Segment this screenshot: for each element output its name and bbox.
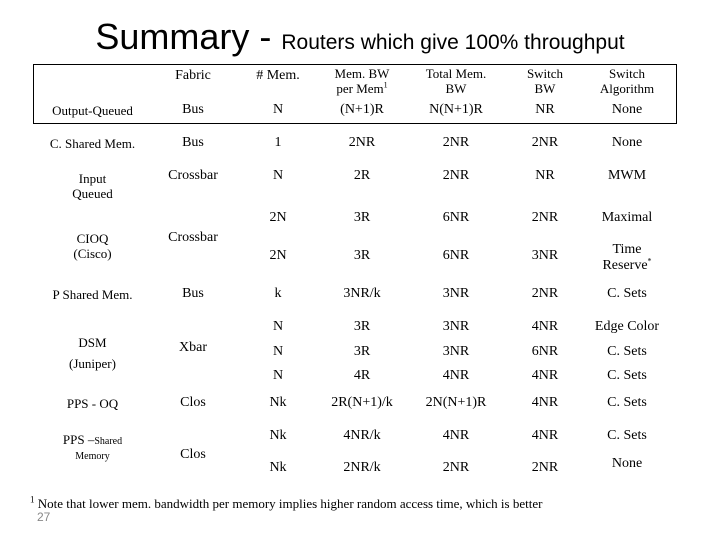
cell-mem-bw: 3R xyxy=(353,210,371,225)
cell-total-bw: N(N+1)R xyxy=(429,102,483,117)
row-label: PPS - OQ xyxy=(66,395,119,411)
row-label: Output-Queued xyxy=(52,102,133,118)
cell-mem-bw: 2R(N+1)/k xyxy=(331,395,393,410)
cell-switch-bw: NR xyxy=(535,168,555,183)
cell-switch-bw: NR xyxy=(535,102,555,117)
cell-algorithm: Edge Color xyxy=(594,319,660,334)
cell-switch-bw: 4NR xyxy=(531,319,559,334)
header-switch-bw-line2: BW xyxy=(534,81,556,96)
cell-mem-bw: 2R xyxy=(353,168,371,183)
cell-num-mem: N xyxy=(272,102,284,117)
row-label-line1: DSM xyxy=(78,335,107,350)
cell-num-mem: Nk xyxy=(269,428,287,443)
footnote-text: Note that lower mem. bandwidth per memory implies higher random access time, which is better xyxy=(37,496,543,511)
header-divider xyxy=(33,123,677,124)
cell-switch-bw: 2NR xyxy=(531,210,559,225)
cell-switch-bw: 6NR xyxy=(531,344,559,359)
header-mem-bw-line1: Mem. BW xyxy=(334,66,390,81)
cell-num-mem: 2N xyxy=(269,248,287,263)
slide-title xyxy=(0,16,720,58)
cell-switch-bw: 2NR xyxy=(531,135,559,150)
row-label-line1: PPS – xyxy=(62,432,95,447)
cell-algorithm: None xyxy=(611,456,643,471)
page-number: 27 xyxy=(37,510,51,524)
cell-algorithm: Maximal xyxy=(601,210,653,225)
cell-total-bw: 2NR xyxy=(442,135,470,150)
header-switch-bw-line1: Switch xyxy=(526,66,564,81)
header-mem-bw-line2: per Mem xyxy=(336,81,384,96)
table-border-right xyxy=(676,64,677,124)
cell-total-bw: 4NR xyxy=(442,428,470,443)
row-label-line2: (Cisco) xyxy=(73,246,112,261)
row-label-line1: CIOQ xyxy=(76,231,109,246)
footnote xyxy=(30,496,542,512)
cell-switch-bw: 4NR xyxy=(531,395,559,410)
cell-algorithm-line2: Reserve xyxy=(602,258,648,273)
cell-mem-bw: 2NR xyxy=(348,135,376,150)
cell-algorithm: C. Sets xyxy=(607,428,647,443)
cell-num-mem: N xyxy=(272,319,284,334)
cell-num-mem: N xyxy=(272,368,284,383)
asterisk-ref: * xyxy=(647,256,652,266)
header-total-bw-line1: Total Mem. xyxy=(425,66,487,81)
cell-num-mem: Nk xyxy=(269,460,287,475)
cell-switch-bw: 4NR xyxy=(531,368,559,383)
title-subtitle: Routers which give 100% throughput xyxy=(281,31,625,54)
cell-mem-bw: 3R xyxy=(353,248,371,263)
header-mem-bw xyxy=(320,64,404,98)
row-label-line2: Memory xyxy=(75,451,110,462)
cell-switch-bw: 2NR xyxy=(531,460,559,475)
cell-algorithm: C. Sets xyxy=(607,344,647,359)
cell-total-bw: 4NR xyxy=(442,368,470,383)
cell-num-mem: Nk xyxy=(269,395,287,410)
header-switch-bw xyxy=(510,64,580,98)
cell-num-mem: k xyxy=(274,286,282,301)
cell-mem-bw: 4NR/k xyxy=(343,428,381,443)
row-label-line2: Queued xyxy=(72,186,113,201)
header-num-mem: # Mem. xyxy=(256,68,300,83)
header-total-bw-line2: BW xyxy=(445,81,467,96)
header-fabric: Fabric xyxy=(175,68,211,83)
cell-algorithm xyxy=(584,240,670,276)
cell-mem-bw: (N+1)R xyxy=(340,102,384,117)
cell-fabric: Bus xyxy=(182,286,204,301)
cell-mem-bw: 3NR/k xyxy=(343,286,381,301)
row-label xyxy=(30,168,155,204)
cell-fabric: Bus xyxy=(182,102,204,117)
cell-mem-bw: 3R xyxy=(353,319,371,334)
title-main: Summary - xyxy=(95,16,282,57)
cell-fabric: Clos xyxy=(180,447,206,462)
row-label xyxy=(30,228,155,264)
header-switch-algorithm-line1: Switch xyxy=(608,66,646,81)
cell-fabric: Crossbar xyxy=(168,168,218,183)
row-label-line1-small: Shared xyxy=(94,436,123,447)
cell-num-mem: N xyxy=(272,168,284,183)
row-label xyxy=(30,430,155,466)
row-label: P Shared Mem. xyxy=(52,286,133,302)
header-switch-algorithm-line2: Algorithm xyxy=(599,81,655,96)
cell-mem-bw: 4R xyxy=(353,368,371,383)
cell-mem-bw: 3R xyxy=(353,344,371,359)
cell-total-bw: 2NR xyxy=(442,168,470,183)
cell-fabric: Crossbar xyxy=(168,230,218,245)
cell-num-mem: 1 xyxy=(274,135,282,150)
cell-switch-bw: 3NR xyxy=(531,248,559,263)
cell-switch-bw: 4NR xyxy=(531,428,559,443)
cell-algorithm: C. Sets xyxy=(607,286,647,301)
cell-algorithm: MWM xyxy=(607,168,647,183)
row-label-line1: Input xyxy=(78,171,107,186)
cell-algorithm-line1: Time xyxy=(612,242,642,257)
footnote-ref: 1 xyxy=(383,80,388,90)
cell-num-mem: N xyxy=(272,344,284,359)
cell-total-bw: 6NR xyxy=(442,248,470,263)
cell-num-mem: 2N xyxy=(269,210,287,225)
cell-mem-bw: 2NR/k xyxy=(343,460,381,475)
row-label-line2: (Juniper) xyxy=(69,356,116,371)
header-total-bw xyxy=(410,64,502,98)
cell-fabric: Bus xyxy=(182,135,204,150)
cell-total-bw: 3NR xyxy=(442,319,470,334)
row-label: C. Shared Mem. xyxy=(49,135,136,151)
cell-total-bw: 3NR xyxy=(442,286,470,301)
cell-total-bw: 6NR xyxy=(442,210,470,225)
cell-total-bw: 2NR xyxy=(442,460,470,475)
header-switch-algorithm xyxy=(584,64,670,98)
cell-total-bw: 3NR xyxy=(442,344,470,359)
footnote-marker: 1 xyxy=(30,494,35,505)
cell-total-bw: 2N(N+1)R xyxy=(425,395,487,410)
cell-switch-bw: 2NR xyxy=(531,286,559,301)
cell-algorithm: None xyxy=(611,135,643,150)
cell-fabric: Clos xyxy=(180,395,206,410)
cell-algorithm: C. Sets xyxy=(607,368,647,383)
cell-fabric: Xbar xyxy=(179,340,207,355)
row-label xyxy=(30,332,155,374)
cell-algorithm: C. Sets xyxy=(607,395,647,410)
cell-algorithm: None xyxy=(611,102,643,117)
